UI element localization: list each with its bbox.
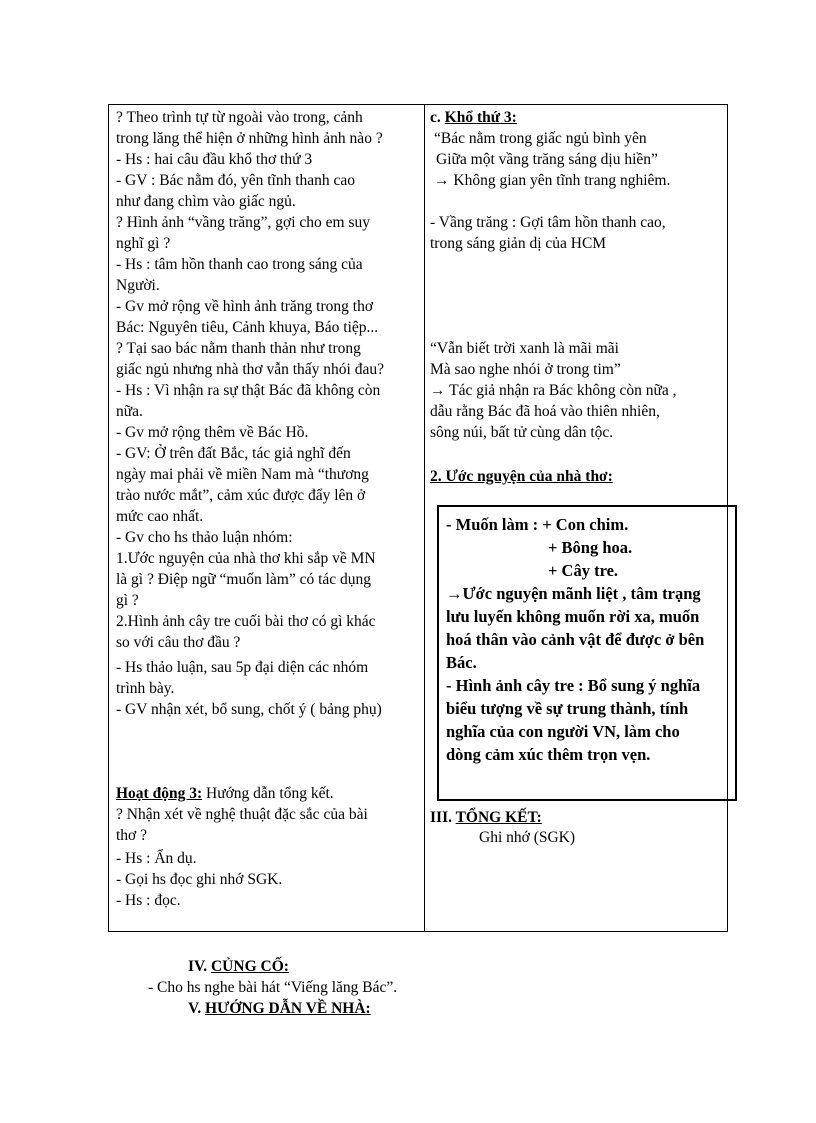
huongdan-prefix: V. (188, 1000, 205, 1017)
left-line: 1.Ước nguyện của nhà thơ khi sắp về MN (116, 550, 376, 567)
tongket-heading (430, 807, 542, 828)
box-line: - Hình ảnh cây tre : Bổ sung ý nghĩa (446, 676, 701, 695)
cungco-heading (188, 956, 289, 977)
activity3-heading (116, 783, 334, 804)
left-line: gì ? (116, 592, 139, 609)
activity3-line: ? Nhận xét về nghệ thuật đặc sắc của bài (116, 806, 368, 823)
box-line: + Cây tre. (548, 561, 619, 580)
section2-heading: 2. Ước nguyện của nhà thơ: (430, 468, 613, 485)
left-line: ? Hình ảnh “vầng trăng”, gợi cho em suy (116, 214, 370, 231)
summary-box (437, 505, 737, 801)
activity3-line: - Gọi hs đọc ghi nhớ SGK. (116, 871, 283, 888)
left-line: giấc ngủ nhưng nhà thơ vẫn thấy nhói đau? (116, 361, 384, 378)
quote1-line: Giữa một vầng trăng sáng dịu hiền” (436, 151, 658, 168)
left-line: nữa. (116, 403, 143, 420)
left-line: - Gv cho hs thảo luận nhóm: (116, 529, 293, 546)
huongdan-heading (188, 998, 371, 1019)
left-line: - Hs thảo luận, sau 5p đại diện các nhóm (116, 659, 369, 676)
kho3-prefix: c. (430, 109, 445, 126)
box-line: hoá thân vào cảnh vật để được ở bên (446, 630, 705, 649)
left-line: là gì ? Điệp ngữ “muốn làm” có tác dụng (116, 571, 372, 588)
activity3-text: Hướng dẫn tổng kết. (202, 785, 334, 802)
left-line: trình bày. (116, 680, 175, 697)
left-line: - Gv mở rộng về hình ảnh trăng trong thơ (116, 298, 374, 315)
box-line: - Muốn làm : + Con chim. (446, 515, 629, 534)
left-line: ? Theo trình tự từ ngoài vào trong, cảnh (116, 109, 363, 126)
left-line: trong lăng thể hiện ở những hình ảnh nào ? (116, 130, 383, 147)
box-line: nghĩa của con người VN, làm cho (446, 722, 680, 741)
left-line: mức cao nhất. (116, 508, 204, 525)
ghinho-text: Ghi nhớ (SGK) (479, 829, 576, 846)
left-line: - GV nhận xét, bổ sung, chốt ý ( bảng phụ) (116, 701, 382, 718)
left-line: - GV : Bác nằm đó, yên tĩnh thanh cao (116, 172, 356, 189)
quote2-line: sông núi, bất tử cùng dân tộc. (430, 424, 614, 441)
quote2-line: dẫu rằng Bác đã hoá vào thiên nhiên, (430, 403, 660, 420)
box-line: + Bông hoa. (548, 538, 633, 557)
quote1-line: “Bác nằm trong giấc ngủ bình yên (434, 130, 647, 147)
left-line: nghĩ gì ? (116, 235, 171, 252)
left-line: so với câu thơ đầu ? (116, 634, 241, 651)
left-line: trào nước mắt”, cảm xúc được đẩy lên ở (116, 487, 366, 504)
left-line: - Hs : tâm hồn thanh cao trong sáng của (116, 256, 363, 273)
column-divider (424, 105, 425, 931)
left-line: ? Tại sao bác nằm thanh thản như trong (116, 340, 361, 357)
quote2-line: Mà sao nghe nhói ở trong tim” (430, 361, 621, 378)
left-line: Bác: Nguyên tiêu, Cảnh khuya, Báo tiệp... (116, 319, 379, 336)
left-line: 2.Hình ảnh cây tre cuối bài thơ có gì khác (116, 613, 376, 630)
box-line: lưu luyến không muốn rời xa, muốn (446, 607, 700, 626)
tongket-title: TỔNG KẾT: (455, 809, 542, 826)
moon-line: - Vầng trăng : Gợi tâm hồn thanh cao, (430, 214, 666, 231)
activity3-line: - Hs : Ẩn dụ. (116, 850, 197, 867)
huongdan-title: HƯỚNG DẪN VỀ NHÀ: (204, 1000, 371, 1017)
activity3-line: thơ ? (116, 827, 148, 844)
left-line: Người. (116, 277, 160, 294)
cungco-title: CỦNG CỐ: (210, 958, 289, 975)
cungco-prefix: IV. (188, 958, 211, 975)
tongket-prefix: III. (430, 809, 456, 826)
kho3-heading (430, 107, 517, 128)
box-line: →Ước nguyện mãnh liệt , tâm trạng (446, 584, 701, 603)
left-line: - GV: Ở trên đất Bắc, tác giả nghĩ đến (116, 445, 351, 462)
left-line: ngày mai phải về miền Nam mà “thương (116, 466, 369, 483)
kho3-title: Khổ thứ 3: (444, 109, 517, 126)
activity3-label: Hoạt động 3: (116, 785, 203, 802)
left-line: - Hs : Vì nhận ra sự thật Bác đã không còn (116, 382, 381, 399)
box-line: Bác. (446, 653, 477, 672)
quote2-line: → Tác giả nhận ra Bác không còn nữa , (430, 382, 677, 399)
left-line: - Gv mở rộng thêm về Bác Hồ. (116, 424, 309, 441)
box-line: biểu tượng về sự trung thành, tính (446, 699, 689, 718)
cungco-text: - Cho hs nghe bài hát “Viếng lăng Bác”. (148, 979, 398, 996)
quote1-line: → Không gian yên tĩnh trang nghiêm. (434, 172, 671, 189)
left-line: như đang chìm vào giấc ngủ. (116, 193, 296, 210)
moon-line: trong sáng giản dị của HCM (430, 235, 607, 252)
box-line: dòng cảm xúc thêm trọn vẹn. (446, 745, 651, 764)
quote2-line: “Vẫn biết trời xanh là mãi mãi (430, 340, 619, 357)
activity3-line: - Hs : đọc. (116, 892, 181, 909)
left-line: - Hs : hai câu đầu khổ thơ thứ 3 (116, 151, 313, 168)
